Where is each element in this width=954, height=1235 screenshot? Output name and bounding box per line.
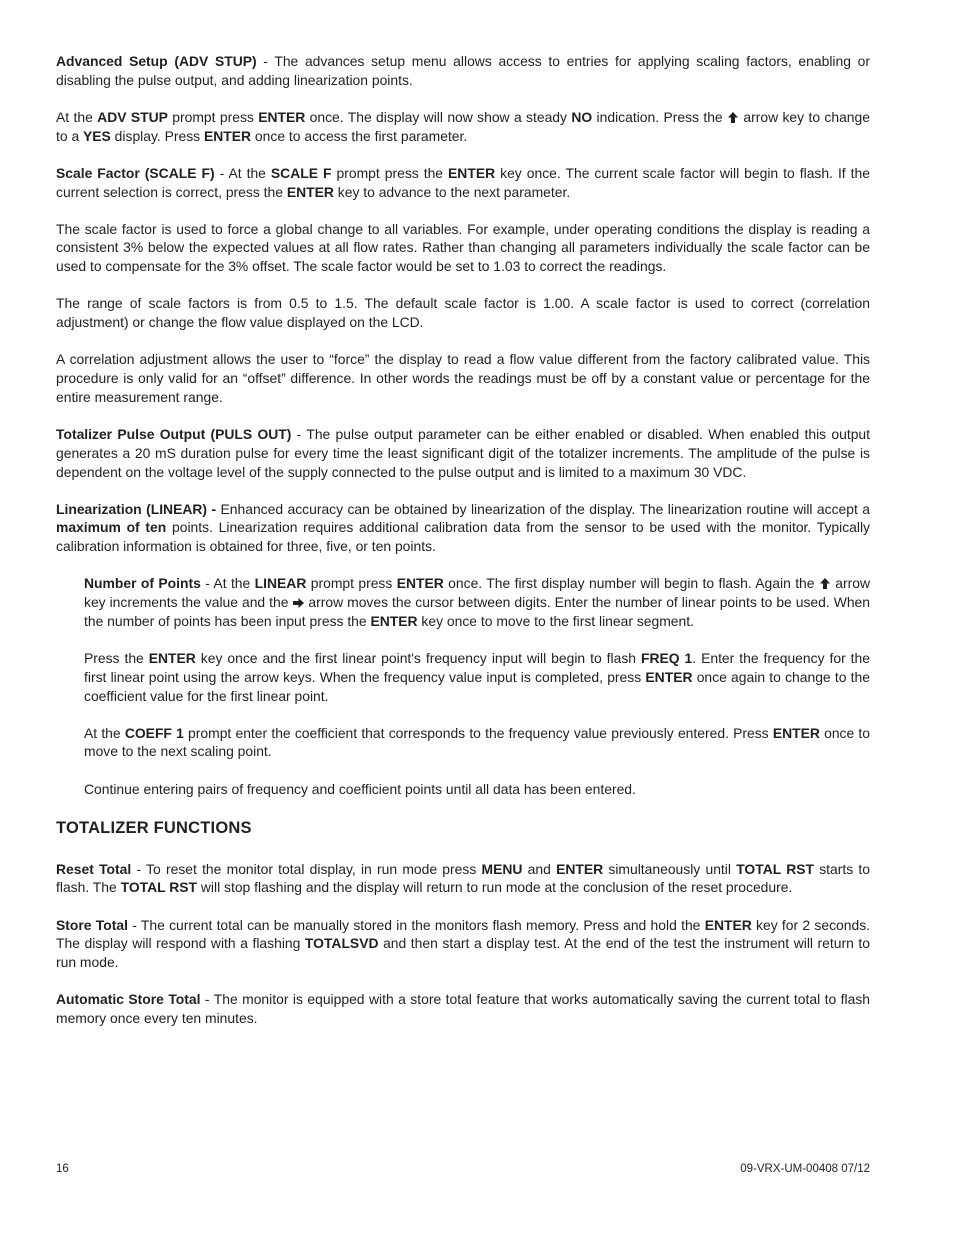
paragraph-automatic-store-total: Automatic Store Total - The monitor is equipped with a store total feature that works automatically saving the current total to flash memory once every ten minutes. xyxy=(56,991,870,1027)
paragraph-linearization: Linearization (LINEAR) - Enhanced accuracy can be obtained by linearization of the display. The linearization routine will accept a maximum of ten points. Linearization requires additional calibration data from the sensor to be used with the monitor. Typically calibration information is obtained for three, five, or ten points. xyxy=(56,500,870,555)
paragraph-coefficient: At the COEFF 1 prompt enter the coefficient that corresponds to the frequency value previously entered. Press ENTER once to move to the next scaling point. xyxy=(84,724,871,760)
page-number: 16 xyxy=(56,1163,69,1175)
paragraph-adv-stup-prompt: At the ADV STUP prompt press ENTER once. The display will now show a steady NO indication. Press the arrow key to change to a YES display. Press ENTER once to access the first parameter. xyxy=(56,108,870,144)
paragraph-scale-factor-usage: The scale factor is used to force a global change to all variables. For example, under operating conditions the display is reading a consistent 3% below the expected values at all flow rates. Rather than changing all parameters individually the scale factor can be used to compensate for the 3% offset. The scale factor would be set to 1.03 to correct the readings. xyxy=(56,220,870,275)
term-advanced-setup: Advanced Setup (ADV STUP) xyxy=(56,53,257,69)
paragraph-scale-factor-range: The range of scale factors is from 0.5 to 1.5. The default scale factor is 1.00. A scale factor is used to correct (correlation adjustment) or change the flow value displayed on the LCD. xyxy=(56,295,870,331)
paragraph-continue: Continue entering pairs of frequency and coefficient points until all data has been entered. xyxy=(84,780,636,797)
up-arrow-icon xyxy=(727,108,739,127)
paragraph-store-total: Store Total - The current total can be manually stored in the monitors flash memory. Press and hold the ENTER key for 2 seconds. The display will respond with a flashing TOTALSVD and then start a display test. At the end of the test the instrument will return to run mode. xyxy=(56,916,871,971)
page-content xyxy=(56,52,870,1046)
right-arrow-icon xyxy=(292,593,304,612)
paragraph-pulse-output: Totalizer Pulse Output (PULS OUT) - The pulse output parameter can be either enabled or disabled. When enabled this output generates a 20 mS duration pulse for every time the least significant digit of the totalizer increments. The amplitude of the pulse is dependent on the voltage level of the supply connected to the pulse output and is limited to a maximum 30 VDC. xyxy=(56,425,871,480)
paragraph-correlation: A correlation adjustment allows the user to “force” the display to read a flow value different from the factory calibrated value. This procedure is only valid for an “offset” difference. In other words the readings must be off by a constant value or percentage for the entire measurement range. xyxy=(56,351,870,405)
document-code: 09-VRX-UM-00408 07/12 xyxy=(740,1163,870,1175)
paragraph-number-of-points: Number of Points - At the LINEAR prompt press ENTER once. The first display number will begin to flash. Again the arrow key increments the value and the arrow moves the cursor between digits. Enter the number of linear points to be used. When the number of points has been input press the ENTER key once to move to the first linear segment. xyxy=(84,575,871,629)
section-heading-totalizer: TOTALIZER FUNCTIONS xyxy=(56,818,252,837)
up-arrow-icon xyxy=(819,574,831,593)
paragraph-scale-factor: Scale Factor (SCALE F) - At the SCALE F prompt press the ENTER key once. The current scale factor will begin to flash. If the current selection is correct, press the ENTER key to advance to the next parameter. xyxy=(56,164,870,200)
paragraph-reset-total: Reset Total - To reset the monitor total display, in run mode press MENU and ENTER simultaneously until TOTAL RST starts to flash. The TOTAL RST will stop flashing and the display will return to run mode at the conclusion of the reset procedure. xyxy=(56,860,870,896)
paragraph-frequency-input: Press the ENTER key once and the first linear point's frequency input will begin to flash FREQ 1. Enter the frequency for the first linear point using the arrow keys. When the frequency value input is completed, press ENTER once again to change to the coefficient value for the first linear point. xyxy=(84,650,870,704)
paragraph-advanced-setup: Advanced Setup (ADV STUP) - The advances setup menu allows access to entries for applying scaling factors, enabling or disabling the pulse output, and adding linearization points. xyxy=(56,53,870,88)
